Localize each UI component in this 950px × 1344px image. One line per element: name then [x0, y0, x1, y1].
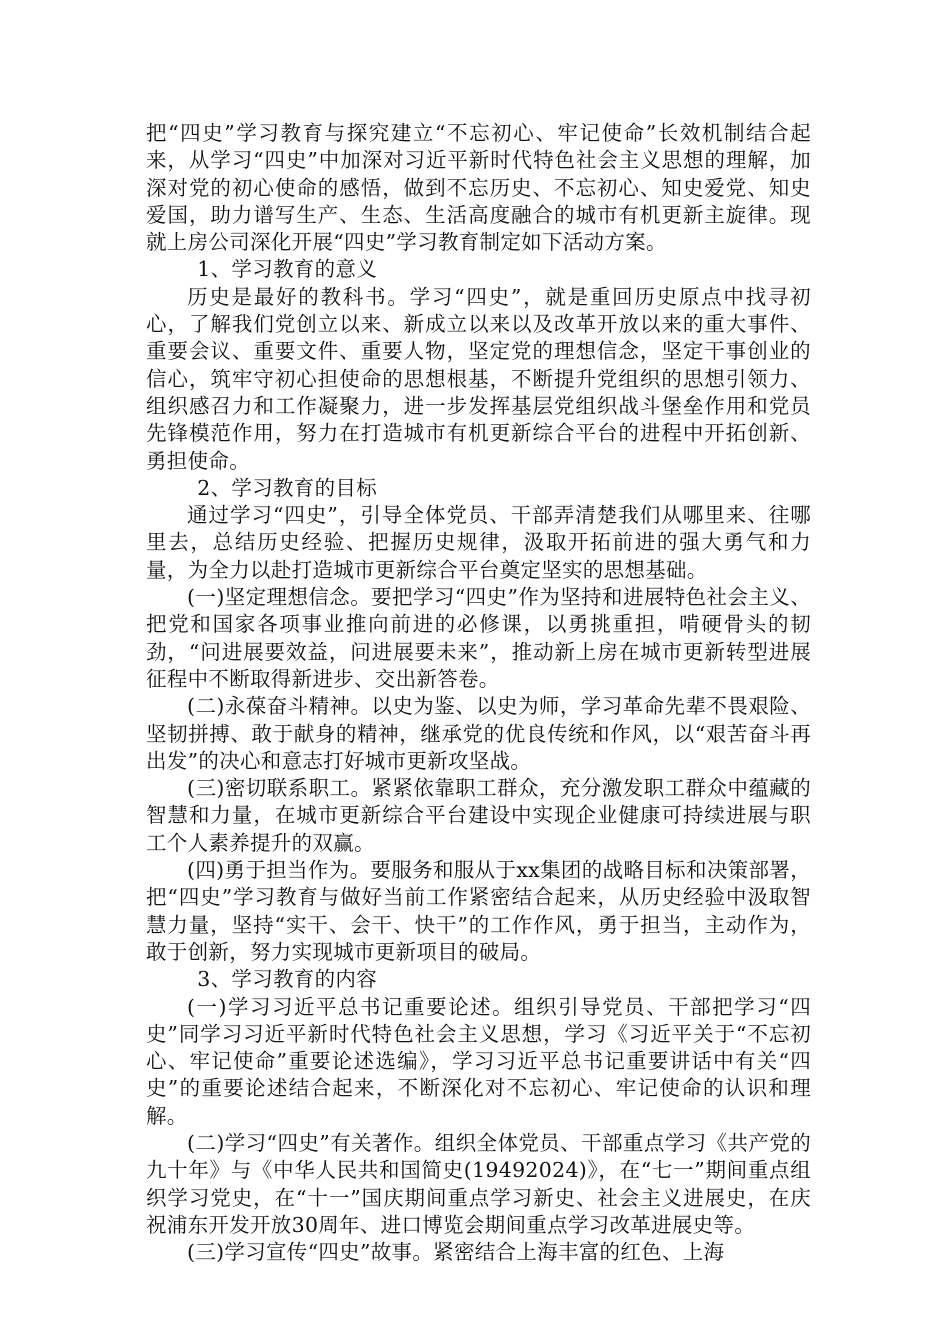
paragraph: (二)学习“四史”有关著作。组织全体党员、干部重点学习《共产党的九十年》与《中华人民共和国简史(19492024)》，在“七一”期间重点组织学习党史，在“十一”国庆期间重点学习新史、社会主义进展史，在庆祝浦东开发开放30周年、进口博览会期间重点学习改革进展史等。 [146, 1130, 811, 1237]
section-heading-significance: 1、学习教育的意义 [197, 257, 377, 282]
paragraph: (四)勇于担当作为。要服务和服从于xx集团的战略目标和决策部署，把“四史”学习教育与做好当前工作紧密结合起来，从历史经验中汲取智慧力量，坚持“实干、会干、快干”的工作作风，勇于担当，主动作为，敢于创新，努力实现城市更新项目的破局。 [146, 858, 811, 964]
paragraph: 历史是最好的教科书。学习“四史”，就是重回历史原点中找寻初心，了解我们党创立以来、新成立以来以及改革开放以来的重大事件、重要会议、重要文件、重要人物，坚定党的理想信念，坚定干事创业的信心，筑牢守初心担使命的思想根基，不断提升党组织的思想引领力、组织感召力和工作凝聚力，进一步发挥基层党组织战斗堡垒作用和党员先锋模范作用，努力在打造城市有机更新综合平台的进程中开拓创新、勇担使命。 [146, 284, 811, 473]
paragraph: (一)坚定理想信念。要把学习“四史”作为坚持和进展特色社会主义、把党和国家各项事业推向前进的必修课，以勇挑重担，啃硬骨头的韧劲，“问进展要效益，问进展要未来”，推动新上房在城市更新转型进展征程中不断取得新进步、交出新答卷。 [146, 585, 811, 691]
document-page [146, 120, 811, 1266]
continuation-paragraph: 把“四史”学习教育与探究建立“不忘初心、牢记使命”长效机制结合起来，从学习“四史”中加深对习近平新时代特色社会主义思想的理解，加深对党的初心使命的感悟，做到不忘历史、不忘初心、知史爱党、知史爱国，助力谱写生产、生态、生活高度融合的城市有机更新主旋律。现就上房公司深化开展“四史”学习教育制定如下活动方案。 [146, 121, 811, 255]
section-heading-content: 3、学习教育的内容 [197, 967, 377, 992]
paragraph: (三)学习宣传“四史”故事。紧密结合上海丰富的红色、上海 [187, 1240, 725, 1265]
paragraph: (一)学习习近平总书记重要论述。组织引导党员、干部把学习“四史”同学习习近平新时代特色社会主义思想，学习《习近平关于“不忘初心、牢记使命”重要论述选编》，学习习近平总书记重要讲话中有关“四史”的重要论述结合起来，不断深化对不忘初心、牢记使命的认识和理解。 [146, 994, 811, 1128]
paragraph: (二)永葆奋斗精神。以史为鉴、以史为师，学习革命先辈不畏艰险、坚韧拼搏、敢于献身的精神，继承党的优良传统和作风，以“艰苦奋斗再出发”的决心和意志打好城市更新攻坚战。 [146, 694, 811, 773]
paragraph: (三)密切联系职工。紧紧依靠职工群众，充分激发职工群众中蕴藏的智慧和力量，在城市更新综合平台建设中实现企业健康可持续进展与职工个人素养提升的双赢。 [146, 776, 811, 855]
paragraph: 通过学习“四史”，引导全体党员、干部弄清楚我们从哪里来、往哪里去，总结历史经验、把握历史规律，汲取开拓前进的强大勇气和力量，为全力以赴打造城市更新综合平台奠定坚实的思想基础。 [146, 503, 811, 582]
section-heading-goals: 2、学习教育的目标 [197, 475, 377, 500]
